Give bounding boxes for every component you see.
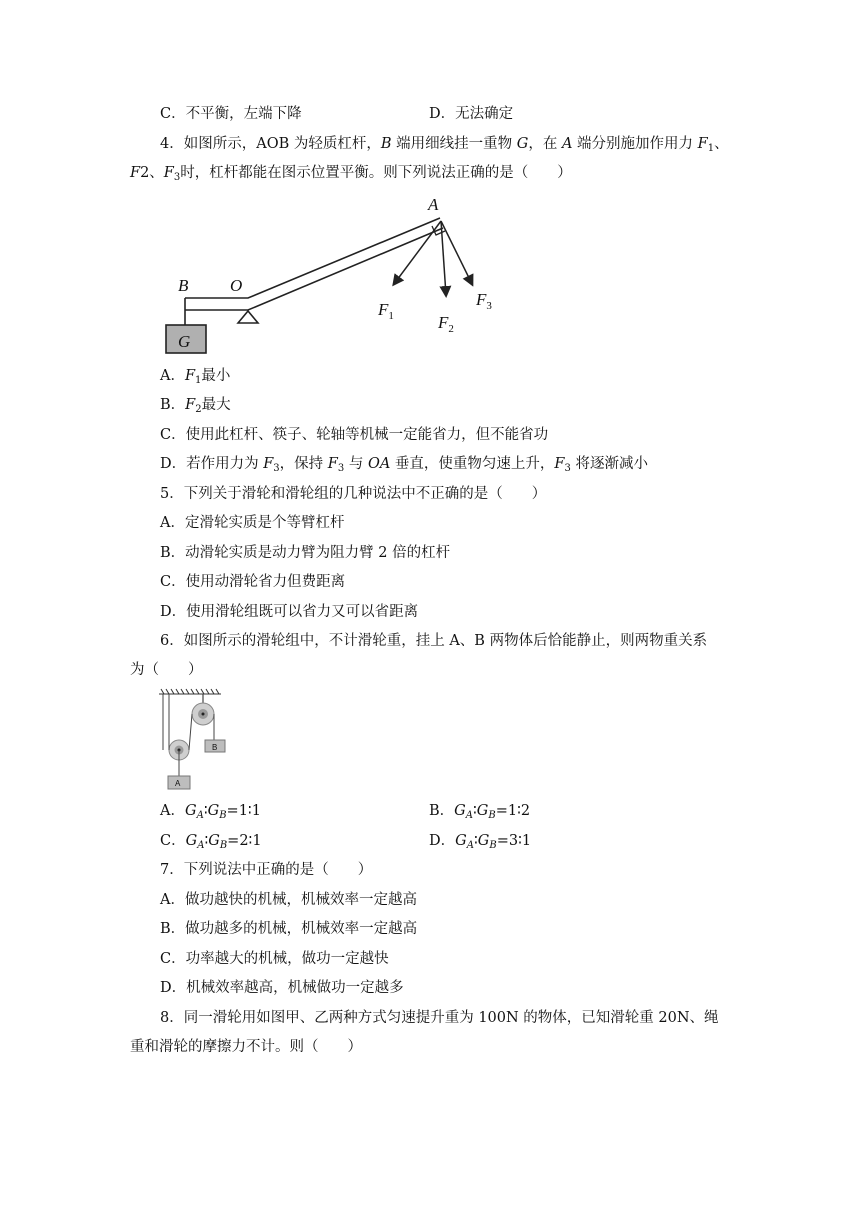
q6-option-a: A．$G_A∶G_B=1∶1$ [160,803,261,821]
q5-option-b: B．动滑轮实质是动力臂为阻力臂 2 倍的杠杆 [160,545,451,561]
q6-stem-line1: 6．如图所示的滑轮组中，不计滑轮重，挂上 A、B 两物体后恰能静止，则两物重关系 [160,633,708,649]
q6-pulley-figure [155,688,235,793]
q4-stem-line1: 4．如图所示，AOB 为轻质杠杆，B 端用细线挂一重物 G，在 A 端分别施加作用力 $F_1$、 [160,136,729,154]
q4-lever-figure [160,190,520,360]
q4-option-b: B．$F_2$最大 [160,397,231,415]
label-B: B [212,743,218,752]
q5-option-d: D．使用滑轮组既可以省力又可以省距离 [160,604,419,620]
q7-option-d: D．机械效率越高，机械做功一定越多 [160,980,404,996]
q6-option-b: B．$G_A∶G_B=1∶2$ [429,803,531,821]
force-arrow-F1 [394,221,441,284]
q3-option-c: C．不平衡，左端下降 [160,106,302,122]
q4-stem-line2: F2、$F_3$时，杠杆都能在图示位置平衡。则下列说法正确的是（ ） [130,165,572,183]
label-A: A [175,779,181,788]
q5-option-c: C．使用动滑轮省力但费距离 [160,574,346,590]
label-A: A [428,195,439,214]
fulcrum [238,311,258,323]
q3-option-d: D．无法确定 [429,106,514,122]
q7-option-c: C．功率越大的机械，做功一定越快 [160,951,389,967]
label-F1: $F_1$ [378,300,394,322]
q6-stem-line2: 为（ ） [130,662,203,678]
q6-option-c: C．$G_A∶G_B=2∶1$ [160,833,262,851]
force-arrow-F3 [441,221,472,284]
q4-option-a: A．$F_1$最小 [160,368,231,386]
q7-option-b: B．做功越多的机械，机械效率一定越高 [160,921,418,937]
q5-stem: 5．下列关于滑轮和滑轮组的几种说法中不正确的是（ ） [160,486,547,502]
lever-beam [185,218,443,310]
q7-option-a: A．做功越快的机械，机械效率一定越高 [160,892,417,908]
label-B: B [178,276,189,295]
ceiling [159,689,221,694]
label-G: G [178,332,191,351]
q5-option-a: A．定滑轮实质是个等臂杠杆 [160,515,345,531]
q8-stem-line2: 重和滑轮的摩擦力不计。则（ ） [130,1039,362,1055]
q4-option-c: C．使用此杠杆、筷子、轮轴等机械一定能省力，但不能省功 [160,427,549,443]
q8-stem-line1: 8．同一滑轮用如图甲、乙两种方式匀速提升重为 100N 的物体，已知滑轮重 20N、绳 [160,1010,719,1026]
q7-stem: 7．下列说法中正确的是（ ） [160,862,373,878]
label-F2: $F_2$ [438,313,454,335]
label-O: O [230,276,243,295]
q6-option-d: D．$G_A∶G_B=3∶1$ [429,833,532,851]
q4-option-d: D．若作用力为 $F_3$，保持 $F_3$ 与 OA 垂直，使重物匀速上升，$F_3$ 将逐渐减小 [160,456,648,474]
label-F3: $F_3$ [476,290,492,312]
